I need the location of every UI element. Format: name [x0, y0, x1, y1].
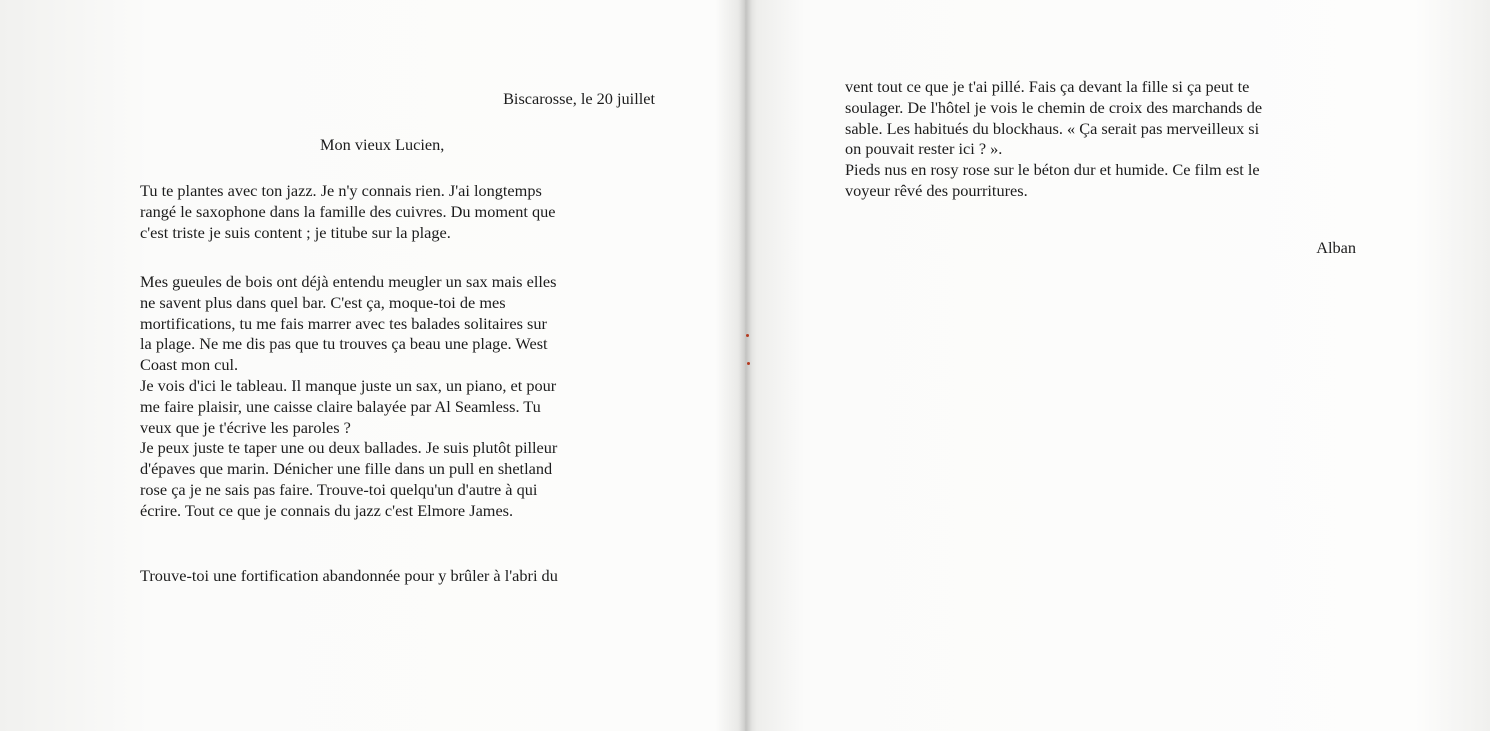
letter-date-line: Biscarosse, le 20 juillet [503, 89, 655, 108]
letter-paragraph-3: Trouve-toi une fortification abandonnée pour y brûler à l'abri du [140, 566, 558, 585]
right-page [748, 0, 1490, 731]
letter-paragraph-1: Tu te plantes avec ton jazz. Je n'y connais rien. J'ai longtemps rangé le saxophone dans la famille des cuivres. Du moment que c'est triste je suis content ; je titube sur la plage. [140, 181, 556, 242]
letter-signature: Alban [1316, 238, 1356, 257]
letter-paragraph-2: Mes gueules de bois ont déjà entendu meugler un sax mais elles ne savent plus dans quel bar. C'est ça, moque-toi de mes mortifications, tu me fais marrer avec tes balades solitaires sur la plage. Ne me dis pas que tu trouves ça beau une plage. West Coast mon cul. Je vois d'ici le tableau. Il manque juste un sax, un piano, et pour me faire plaisir, une caisse claire balayée par Al Seamless. Tu veux que je t'écrive les paroles ? Je peux juste te taper une ou deux ballades. Je suis plutôt pilleur d'épaves que marin. Dénicher une fille dans un pull en shetland rose ça je ne sais pas faire. Trouve-toi quelqu'un d'autre à qui écrire. Tout ce que je connais du jazz c'est Elmore James. [140, 272, 558, 520]
letter-salutation: Mon vieux Lucien, [320, 135, 445, 154]
letter-continuation-paragraph: vent tout ce que je t'ai pillé. Fais ça devant la fille si ça peut te soulager. De l'hôtel je vois le chemin de croix des marchands de sable. Les habitués du blockhaus. « Ça serait pas merveilleux si on pouvait rester ici ? ». Pieds nus en rosy rose sur le béton dur et humide. Ce film est le voyeur rêvé des pourritures. [845, 77, 1263, 200]
